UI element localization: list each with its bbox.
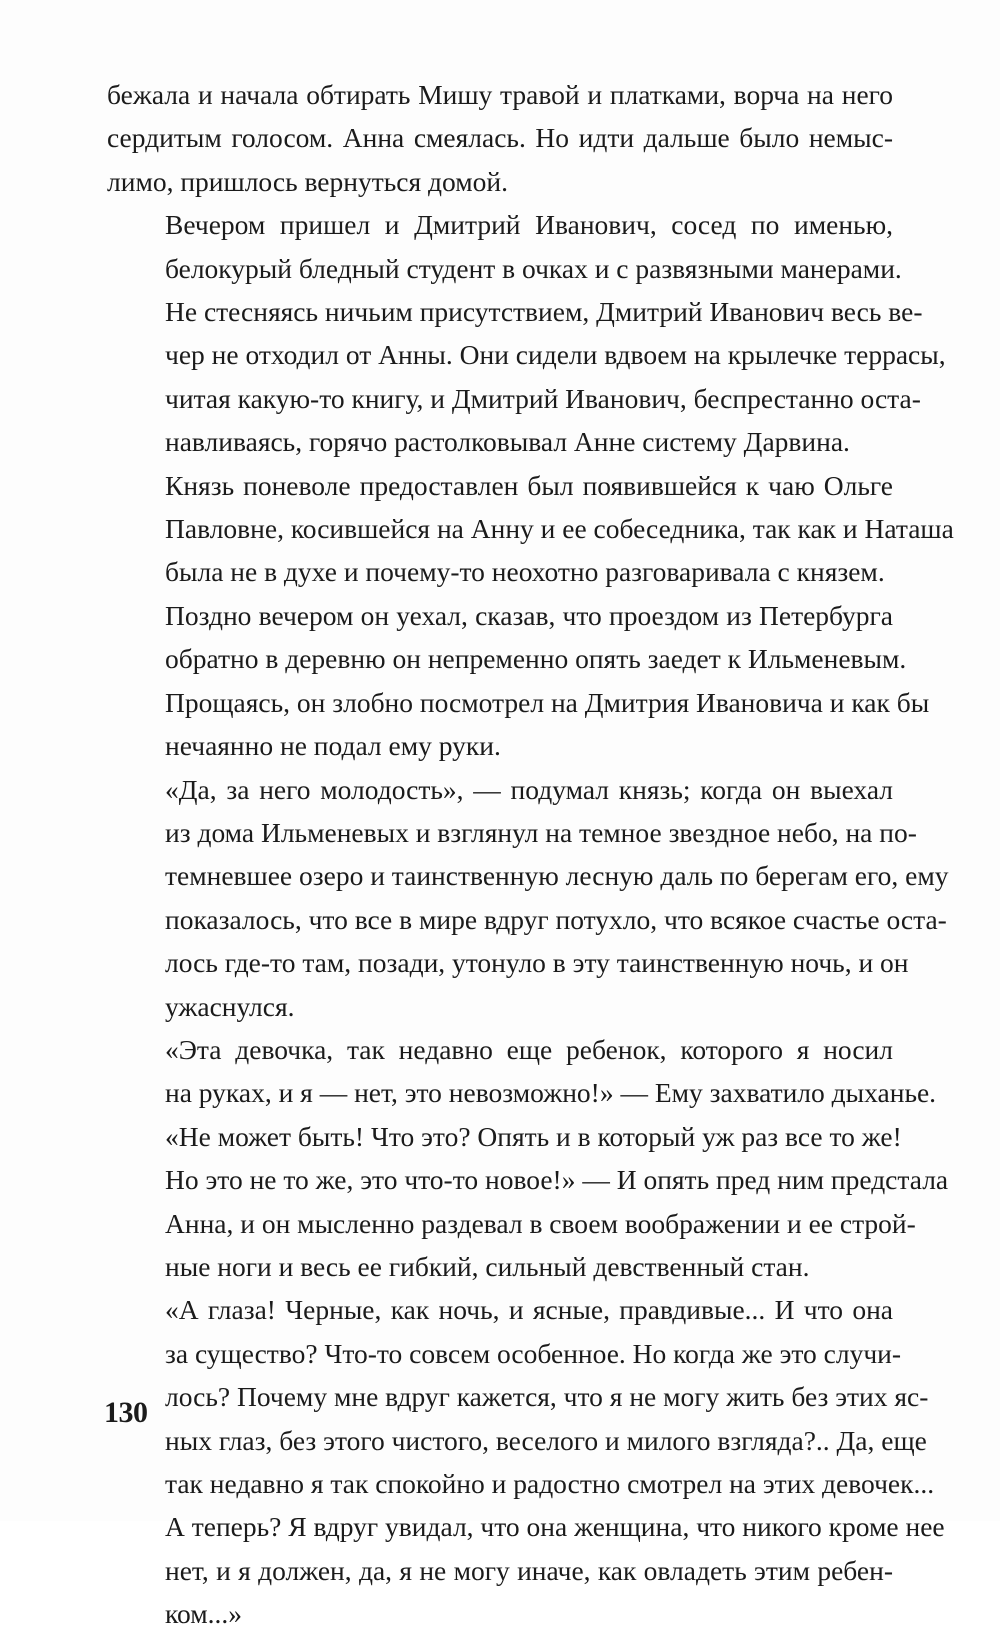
text-line: «А глаза! Черные, как ночь, и ясные, правдивые... И что она (165, 1294, 893, 1326)
text-line: лось где-то там, позади, утонуло в эту таинственную ночь, и он (165, 947, 909, 979)
text-line: Анна, и он мысленно раздевал в своем воображении и ее строй- (165, 1207, 916, 1239)
paragraph (107, 1288, 945, 1635)
text-line: ные ноги и весь ее гибкий, сильный девственный стан. (165, 1250, 810, 1282)
page-number: 130 (104, 1396, 148, 1429)
text-line: белокурый бледный студент в очках и с развязными манерами. (165, 252, 902, 284)
text-line: ком...» (165, 1598, 242, 1630)
text-line: за существо? Что-то совсем особенное. Но когда же это случи- (165, 1337, 902, 1369)
text-line: была не в духе и почему-то неохотно разговаривала с князем. (165, 556, 885, 588)
paragraph (107, 464, 954, 594)
text-line: чер не отходил от Анны. Они сидели вдвоем на крылечке террасы, (165, 339, 946, 371)
text-line: бежала и начала обтирать Мишу травой и платками, ворча на него (107, 79, 893, 110)
text-line: показалось, что все в мире вдруг потухло, что всякое счастье оста- (165, 903, 947, 935)
text-line: нет, и я должен, да, я не могу иначе, как овладеть этим ребен- (165, 1554, 893, 1586)
text-line: «Да, за него молодость», — подумал князь; когда он выехал (165, 773, 893, 805)
body-text (107, 73, 954, 1636)
text-line: из дома Ильменевых и взглянул на темное звездное небо, на по- (165, 816, 917, 848)
paragraph (107, 203, 946, 463)
text-line: Князь поневоле предоставлен был появившейся к чаю Ольге (165, 469, 893, 501)
text-line: Не стесняясь ничьим присутствием, Дмитрий Иванович весь ве- (165, 296, 923, 328)
paragraph (107, 594, 930, 768)
text-line: лось? Почему мне вдруг кажется, что я не могу жить без этих яс- (165, 1381, 929, 1413)
text-line: обратно в деревню он непременно опять заедет к Ильменевым. (165, 643, 907, 675)
text-line: Но это не то же, это что-то новое!» — И опять пред ним предстала (165, 1164, 949, 1196)
text-line: так недавно я так спокойно и радостно смотрел на этих девочек... (165, 1468, 935, 1499)
text-line: Прощаясь, он злобно посмотрел на Дмитрия Ивановича и как бы (165, 686, 930, 718)
text-line: «Не может быть! Что это? Опять и в который уж раз все то же! (165, 1120, 902, 1152)
paragraph (107, 768, 949, 1028)
text-line: Павловне, косившейся на Анну и ее собеседника, так как и Наташа (165, 513, 954, 545)
text-line: ужаснулся. (165, 990, 295, 1022)
text-line: на руках, и я — нет, это невозможно!» — Ему захватило дыханье. (165, 1077, 937, 1109)
text-line: «Эта девочка, так недавно еще ребенок, которого я носил (165, 1033, 893, 1065)
text-line: темневшее озеро и таинственную лесную даль по берегам его, ему (165, 860, 949, 892)
text-line: нечаянно не подал ему руки. (165, 730, 501, 762)
text-line: лимо, пришлось вернуться домой. (107, 165, 508, 197)
text-line: читая какую-то книгу, и Дмитрий Иванович, беспрестанно оста- (165, 382, 921, 414)
text-line: Поздно вечером он уехал, сказав, что проездом из Петербурга (165, 599, 893, 631)
paragraph (107, 1115, 949, 1289)
text-line: А теперь? Я вдруг увидал, что она женщина, что никого кроме нее (165, 1511, 945, 1543)
text-line: навливаясь, горячо растолковывал Анне систему Дарвина. (165, 426, 850, 458)
paragraph (107, 73, 893, 203)
text-line: ных глаз, без этого чистого, веселого и милого взгляда?.. Да, еще (165, 1424, 927, 1456)
paragraph (107, 1028, 937, 1115)
text-line: Вечером пришел и Дмитрий Иванович, сосед по именью, (165, 209, 893, 241)
text-line: сердитым голосом. Анна смеялась. Но идти дальше было немыс- (107, 122, 893, 154)
